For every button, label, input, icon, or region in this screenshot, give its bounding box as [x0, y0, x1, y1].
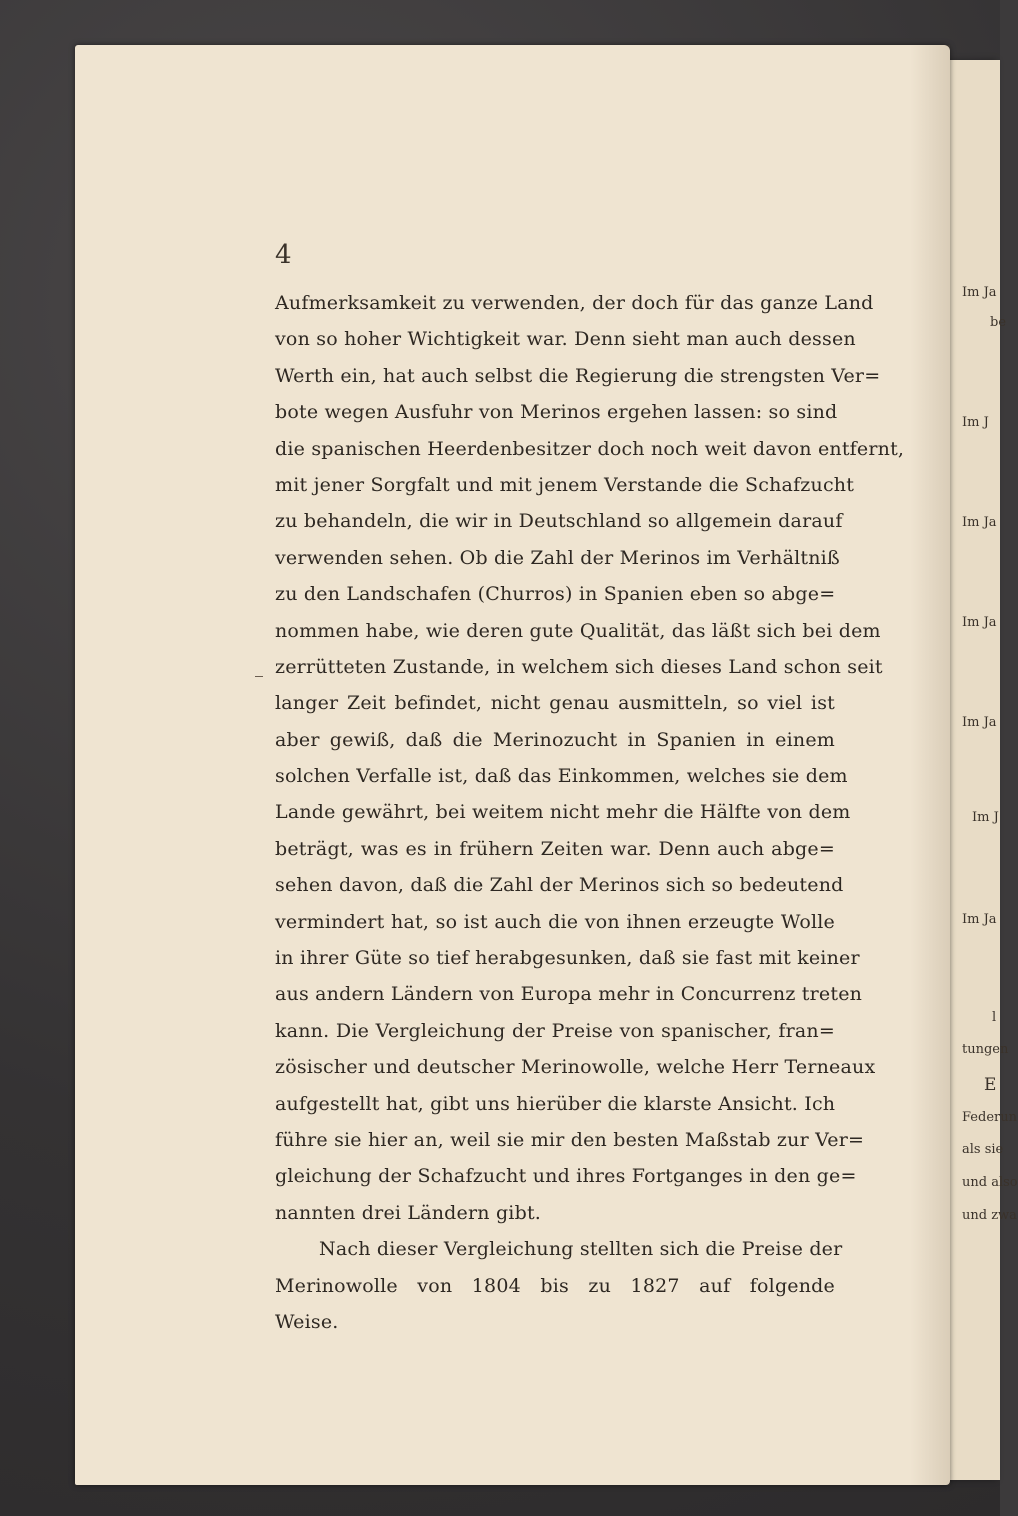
edge-line: Federun: [962, 1110, 1017, 1125]
edge-line: Im Ja: [962, 715, 997, 730]
text-line: zu den Landschafen (Churros) in Spanien eben so abge=: [275, 583, 836, 606]
paragraph-start-line: Nach dieser Vergleichung stellten sich die Preise der: [319, 1238, 843, 1261]
edge-line: als sie: [962, 1142, 1004, 1157]
text-line: führe sie hier an, weil sie mir den besten Maßstab zur Ver=: [275, 1128, 865, 1151]
edge-line: Im Ja: [962, 285, 997, 300]
edge-line: l: [992, 1010, 997, 1025]
body-text: [275, 285, 905, 1340]
text-line: kann. Die Vergleichung der Preise von spanischer, fran=: [275, 1019, 835, 1042]
text-line: vermindert hat, so ist auch die von ihnen erzeugte Wolle: [275, 910, 835, 933]
text-line: Lande gewährt, bei weitem nicht mehr die Hälfte von dem: [275, 801, 851, 824]
text-line: zu behandeln, die wir in Deutschland so allgemein darauf: [275, 510, 843, 533]
text-line: Weise.: [275, 1310, 339, 1333]
edge-line: Im J: [972, 810, 999, 825]
edge-line: Im Ja: [962, 515, 997, 530]
text-line: zerrütteten Zustande, in welchem sich dieses Land schon seit: [275, 655, 883, 678]
edge-line: und zwa: [962, 1208, 1017, 1223]
text-line: bote wegen Ausfuhr von Merinos ergehen lassen: so sind: [275, 401, 838, 424]
text-line: aus andern Ländern von Europa mehr in Concurrenz treten: [275, 983, 863, 1006]
text-line: nommen habe, wie deren gute Qualität, das läßt sich bei dem: [275, 619, 881, 642]
edge-line: E: [984, 1075, 997, 1095]
text-line: nannten drei Ländern gibt.: [275, 1201, 542, 1224]
text-line: von so hoher Wichtigkeit war. Denn sieht man auch dessen: [275, 328, 856, 351]
text-line: Werth ein, hat auch selbst die Regierung die strengsten Ver=: [275, 364, 881, 387]
page-number: 4: [275, 240, 292, 270]
text-line: aber gewiß, daß die Merinozucht in Spanien in einem: [275, 728, 835, 751]
text-line: verwenden sehen. Ob die Zahl der Merinos im Verhältniß: [275, 546, 840, 569]
text-line: gleichung der Schafzucht und ihres Fortganges in den ge=: [275, 1165, 857, 1188]
edge-line: be: [990, 315, 1007, 330]
text-line: zösischer und deutscher Merinowolle, welche Herr Terneaux: [275, 1056, 876, 1079]
edge-line: und also: [962, 1175, 1018, 1190]
edge-line: tungen: [962, 1042, 1009, 1057]
text-line: solchen Verfalle ist, daß das Einkommen, welches sie dem: [275, 765, 848, 788]
text-line: Aufmerksamkeit zu verwenden, der doch für das ganze Land: [275, 292, 874, 314]
text-line: aufgestellt hat, gibt uns hierüber die klarste Ansicht. Ich: [275, 1092, 836, 1115]
text-line: langer Zeit befindet, nicht genau ausmitteln, so viel ist: [275, 692, 835, 715]
edge-line: Im J: [962, 415, 989, 430]
text-line: mit jener Sorgfalt und mit jenem Verstande die Schafzucht: [275, 473, 855, 496]
text-line: beträgt, was es in frühern Zeiten war. Denn auch abge=: [275, 837, 835, 860]
text-line: die spanischen Heerdenbesitzer doch noch weit davon entfernt,: [275, 437, 905, 460]
text-line: in ihrer Güte so tief herabgesunken, daß sie fast mit keiner: [275, 947, 860, 970]
text-line: sehen davon, daß die Zahl der Merinos sich so bedeutend: [275, 874, 844, 897]
edge-line: Im Ja: [962, 912, 997, 927]
text-line: Merinowolle von 1804 bis zu 1827 auf folgende: [275, 1274, 835, 1297]
margin-mark: [255, 676, 263, 677]
edge-line: Im Ja: [962, 615, 997, 630]
